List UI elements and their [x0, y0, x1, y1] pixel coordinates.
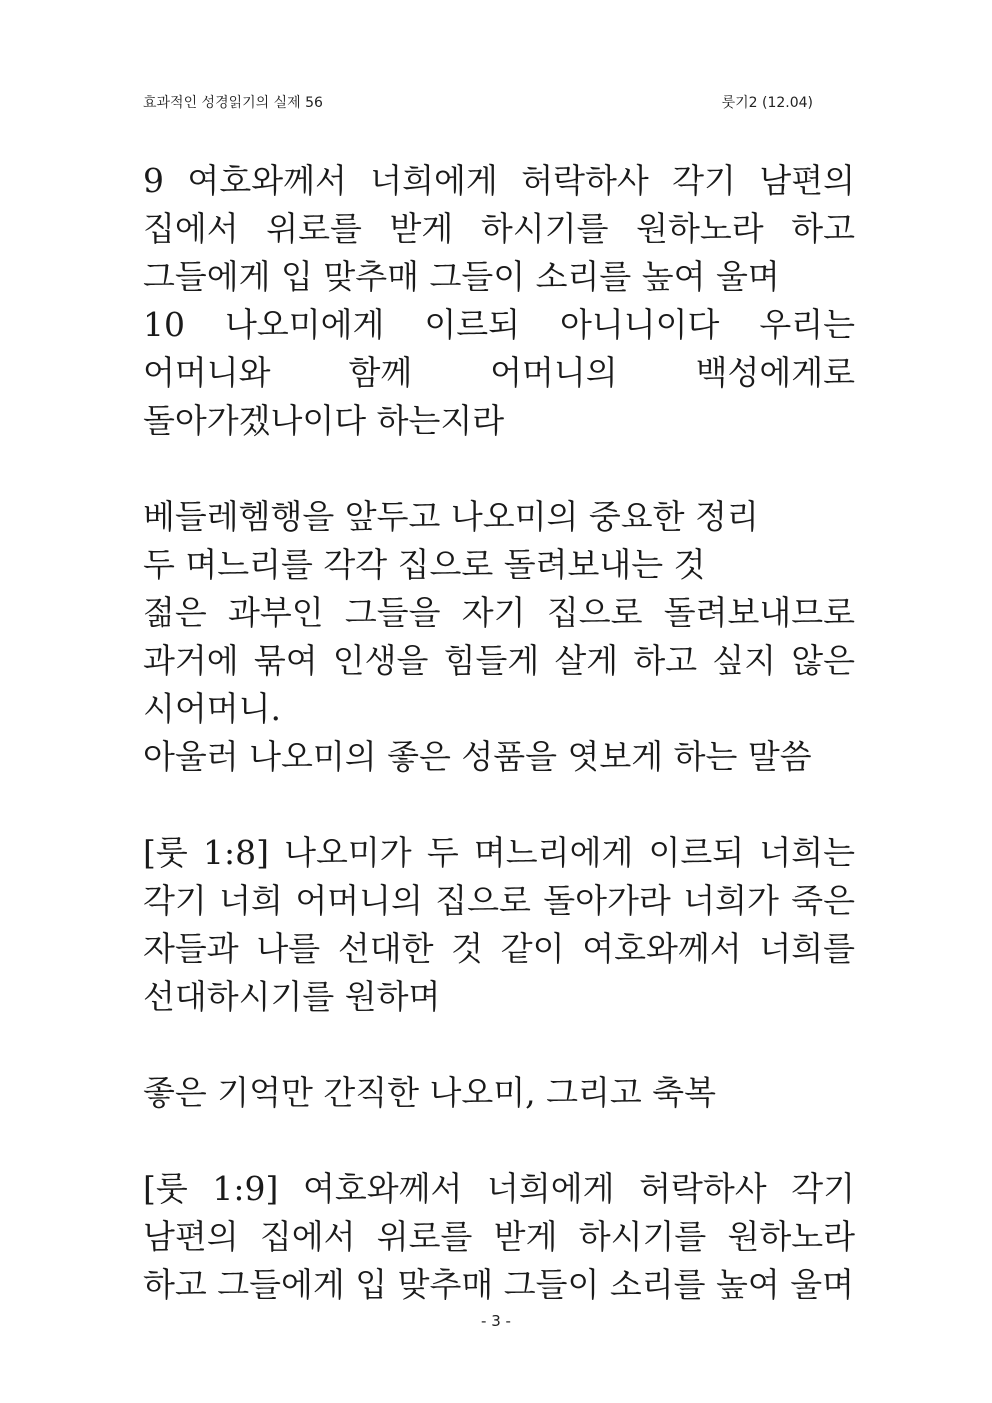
summary-point: 두 며느리를 각각 집으로 돌려보내는 것 [143, 545, 706, 584]
paragraph-gap [143, 1117, 855, 1165]
verse-ruth-1-8: [룻 1:8] 나오미가 두 며느리에게 이르되 너희는 각기 너희 어머니의 집으로 돌아가라 너희가 죽은 자들과 나를 선대한 것 같이 여호와께서 너희를 선대하시기를 원하며 [143, 833, 855, 1016]
verse-10: 10 나오미에게 이르되 아니니이다 우리는 어머니와 함께 어머니의 백성에게로 돌아가겠나이다 하는지라 [143, 305, 855, 440]
section-heading-summary: 베들레헴행을 앞두고 나오미의 중요한 정리 [143, 497, 759, 536]
summary-explanation: 젊은 과부인 그들을 자기 집으로 돌려보내므로 과거에 묶여 인생을 힘들게 살게 하고 싶지 않은 시어머니. [143, 593, 855, 728]
section-heading-blessing: 좋은 기억만 간직한 나오미, 그리고 축복 [143, 1073, 716, 1112]
paragraph-gap [143, 781, 855, 829]
page-number: - 3 - [481, 1312, 511, 1330]
header-section-date: 룻기2 (12.04) [721, 95, 813, 111]
paragraph-gap [143, 445, 855, 493]
verse-ruth-1-9: [룻 1:9] 여호와께서 너희에게 허락하사 각기 남편의 집에서 위로를 받게 하시기를 원하노라 하고 그들에게 입 맞추매 그들이 소리를 높여 울며 [143, 1169, 855, 1304]
page-body [143, 157, 855, 1309]
page-header [143, 92, 813, 114]
header-title: 효과적인 성경읽기의 실제 56 [143, 95, 323, 111]
paragraph-gap [143, 1021, 855, 1069]
verse-9: 9 여호와께서 너희에게 허락하사 각기 남편의 집에서 위로를 받게 하시기를 원하노라 하고 그들에게 입 맞추매 그들이 소리를 높여 울며 [143, 161, 855, 296]
summary-note: 아울러 나오미의 좋은 성품을 엿보게 하는 말씀 [143, 737, 812, 776]
